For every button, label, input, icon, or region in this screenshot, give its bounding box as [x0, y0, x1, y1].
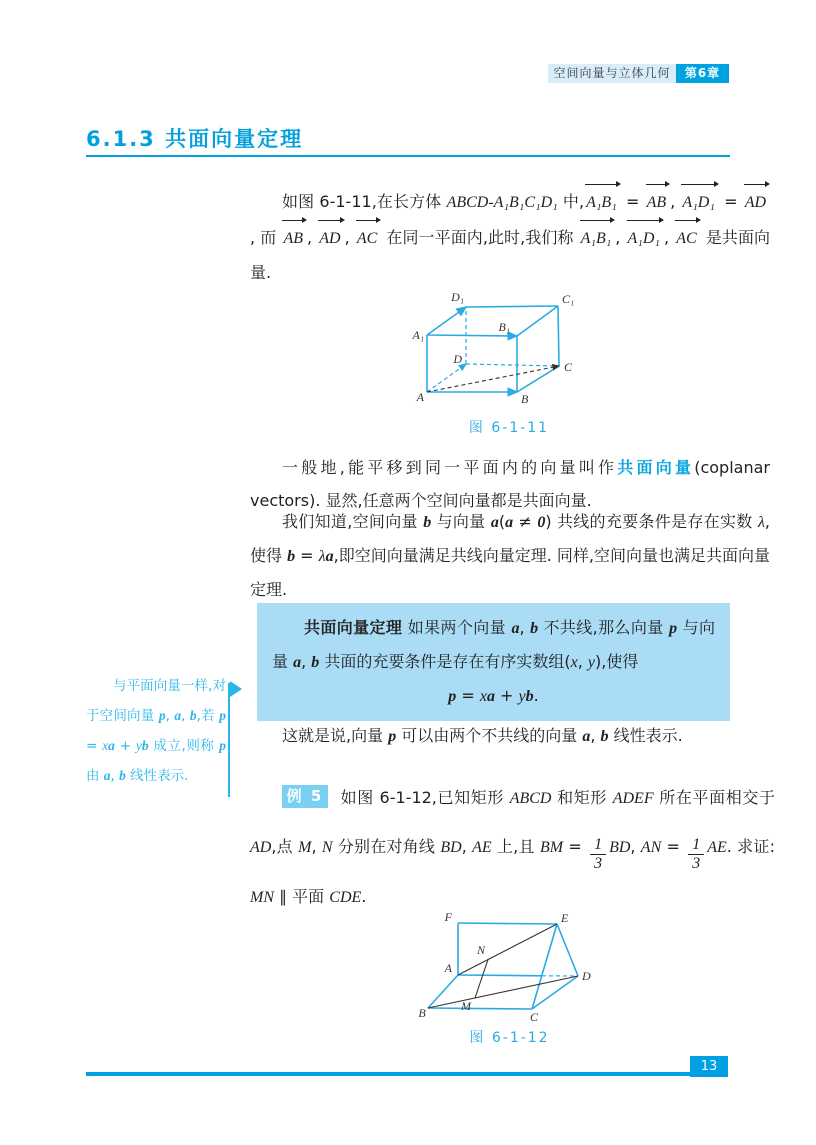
edge-c-b — [428, 1008, 532, 1009]
vertex-label-a: A — [444, 961, 452, 975]
margin-note-flag-icon — [230, 681, 242, 697]
paragraph-collinear-condition: 我们知道,空间向量 b 与向量 a(a ≠ 0) 共线的充要条件是存在实数 λ,使得 b = λa,即空间向量满足共线向量定理. 同样,空间向量也满足共面向量定理. — [250, 512, 770, 599]
paragraph-coplanar-definition: 一般地,能平移到同一平面内的向量叫作共面向量(coplanar vectors). 显然,任意两个空间向量都是共面向量. — [250, 458, 770, 510]
vector-a-d — [427, 364, 466, 392]
page-number-badge: 13 — [690, 1056, 728, 1077]
vertex-label-d: D — [453, 352, 462, 366]
edge-d-c — [466, 364, 559, 366]
theorem-box — [257, 603, 730, 721]
footer-rule — [86, 1072, 728, 1076]
vertex-label-a1: A₁ — [412, 328, 424, 342]
paragraph-linear-representation: 这就是说,向量 p 可以由两个不共线的向量 a, b 线性表示. — [282, 726, 683, 745]
point-label-m: M — [461, 999, 471, 1013]
edge-d1-c1 — [466, 306, 558, 307]
theorem-body: 共面向量定理 如果两个向量 a, b 不共线,那么向量 p 与向量 a, b 共面的充要条件是存在有序实数组(x, y),使得 — [272, 618, 715, 671]
edge-c-c1 — [558, 306, 559, 366]
point-label-n: N — [476, 943, 485, 957]
paragraph-cuboid-intro: 如图 6-1-11,在长方体 ABCD-A₁B₁C₁D₁ 中, A₁B₁ = AB , A₁D₁ = AD, 而 AB , AD , AC 在同一平面内,此时,我们称 A₁B₁ , A₁D₁ , AC 是共面向量. — [250, 184, 770, 290]
example-badge: 例 5 — [282, 785, 328, 808]
edge-a-d-solid — [458, 975, 542, 976]
figure-cuboid — [398, 284, 620, 414]
header-chapter-badge: 第6章 — [676, 64, 729, 83]
section-title-underline — [86, 155, 730, 157]
vertex-label-b: B — [521, 392, 529, 406]
vertex-label-f: F — [444, 912, 452, 924]
example-paragraph — [250, 774, 775, 922]
section-title: 6.1.3 共面向量定理 — [86, 127, 304, 151]
vector-a1-b1 — [427, 335, 517, 336]
vertex-label-b1: B₁ — [498, 320, 510, 334]
margin-note-rule — [228, 683, 230, 797]
vertex-label-d: D — [582, 969, 591, 983]
figure-rectangles-caption: 图 6-1-12 — [469, 1030, 550, 1046]
vertex-label-d1: D₁ — [451, 290, 464, 304]
vertex-label-c: C — [564, 360, 573, 374]
vertex-label-a: A — [416, 390, 424, 404]
vertex-label-c1: C₁ — [562, 292, 575, 306]
edge-f-e — [458, 923, 557, 924]
margin-note: 与平面向量一样,对于空间向量 p, a, b,若 p = xa + yb 成立,则称 p 由 a, b 线性表示. — [86, 678, 226, 784]
vertex-label-b: B — [418, 1006, 426, 1020]
vertex-label-c: C — [529, 1010, 539, 1024]
edge-e-d — [557, 924, 578, 976]
figure-cuboid-caption: 图 6-1-11 — [468, 420, 550, 436]
figure-rectangles — [412, 912, 607, 1024]
theorem-equation: p = xa + yb. — [448, 686, 539, 705]
vertex-label-e: E — [561, 912, 569, 925]
vector-a1-d1 — [427, 307, 466, 335]
example-body: 如图 6-1-12,已知矩形 ABCD 和矩形 ADEF 所在平面相交于 AD,点 M, N 分别在对角线 BD, AE 上,且 BM = $\frac{1}{3}$ BD, AN = $\frac{1}{3}$ AE. 求证: MN ∥ 平面 CDE. — [250, 788, 775, 906]
diagonal-a-e — [458, 924, 557, 975]
edge-b1-c1 — [517, 306, 558, 336]
header-subject-label: 空间向量与立体几何 — [548, 64, 676, 83]
edge-e-c — [532, 924, 557, 1009]
